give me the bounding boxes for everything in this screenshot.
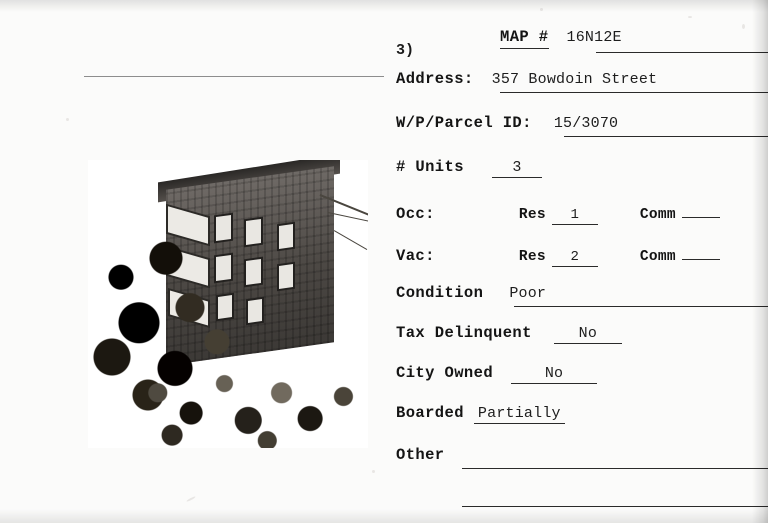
units-value[interactable]: 3 [492,159,542,178]
parcel-label: W/P/Parcel ID: [396,114,532,132]
photo-rubble [134,356,368,448]
city-owned-row [396,364,597,384]
boarded-value[interactable]: Partially [474,405,565,424]
property-photograph [88,160,368,448]
condition-rule [514,306,768,307]
other-rule-1 [462,468,768,469]
other-row [396,446,463,464]
occ-comm-label: Comm [639,207,676,223]
photo-window [279,224,293,249]
occ-res-label: Res [518,207,546,223]
condition-label: Condition [396,284,484,302]
vac-comm-label: Comm [639,249,676,265]
occ-res-value[interactable]: 1 [552,207,598,225]
vac-row [396,244,720,267]
photo-window [246,219,261,245]
photo-window [248,299,262,323]
occ-row [396,202,720,225]
address-row [396,70,661,89]
map-label: MAP # [500,28,549,49]
boarded-label: Boarded [396,404,464,422]
other-rule-2 [462,506,768,507]
boarded-row [396,404,565,424]
units-row [396,158,542,178]
vac-label: Vac: [396,247,435,265]
inspection-form [396,0,768,523]
scan-speck [66,118,69,121]
tax-delinquent-value[interactable]: No [554,325,622,344]
condition-row [396,284,550,303]
other-value[interactable] [455,458,463,459]
address-value[interactable]: 357 Bowdoin Street [491,71,658,88]
address-label: Address: [396,70,474,88]
scan-speck [372,470,375,473]
units-label: # Units [396,158,464,176]
vac-comm-value[interactable] [682,244,720,260]
parcel-rule [564,136,768,137]
city-owned-label: City Owned [396,364,494,382]
city-owned-value[interactable]: No [511,365,597,384]
photo-window [279,264,293,289]
photo-window [246,259,261,285]
left-margin-rule [84,76,384,77]
occ-comm-value[interactable] [682,202,720,218]
condition-value[interactable]: Poor [509,285,547,302]
other-label: Other [396,446,445,464]
tax-delinquent-row [396,324,622,344]
vac-res-value[interactable]: 2 [552,249,598,267]
scan-speck [186,496,196,502]
parcel-value[interactable]: 15/3070 [553,115,619,132]
tax-delinquent-label: Tax Delinquent [396,324,532,342]
map-row [500,28,626,49]
map-value[interactable]: 16N12E [566,29,622,46]
map-value-rule [596,52,768,53]
occ-label: Occ: [396,205,435,223]
vac-res-label: Res [518,249,546,265]
item-number: 3) [396,42,415,59]
address-rule [500,92,768,93]
parcel-row [396,114,622,133]
